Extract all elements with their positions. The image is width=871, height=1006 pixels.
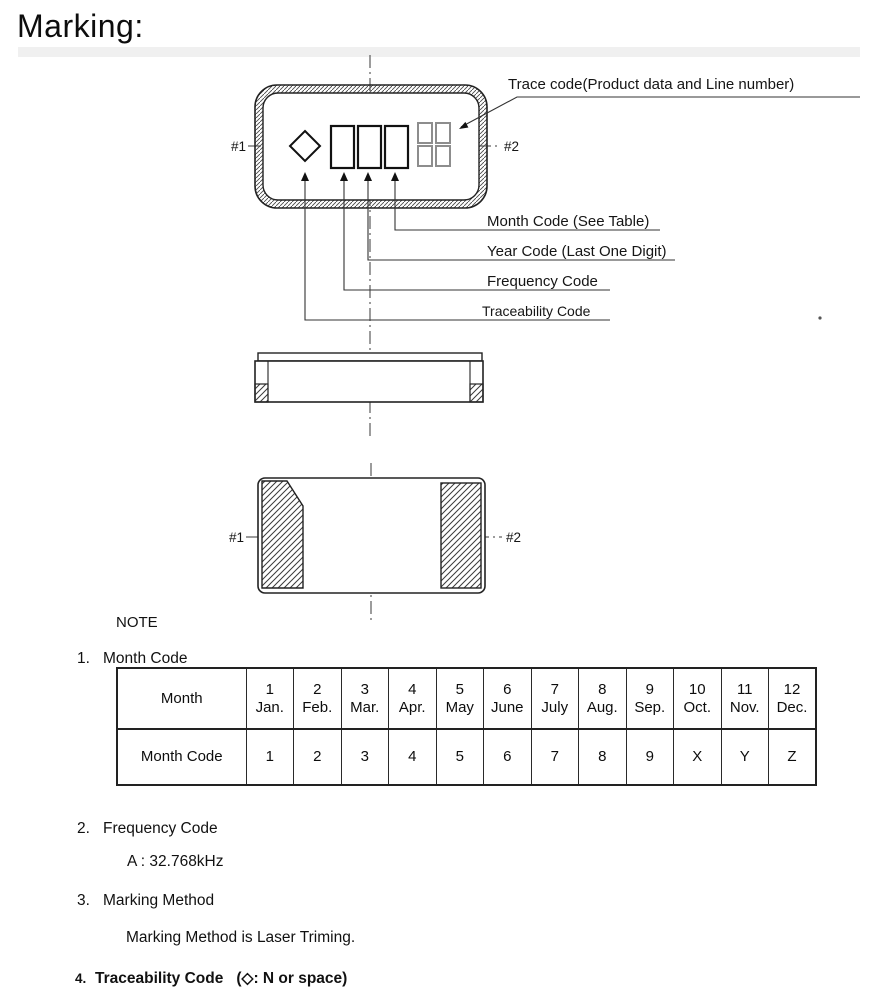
marking-diagram	[0, 50, 871, 632]
pin2-label-top-view: #2	[504, 139, 520, 154]
month-code-cell: X	[674, 729, 722, 785]
month-header-cell: 9 Sep.	[626, 668, 674, 729]
month-header-cell: 1 Jan.	[246, 668, 294, 729]
note-item-4	[75, 970, 347, 988]
month-code-cell: 3	[341, 729, 389, 785]
month-row-header: Month	[117, 668, 246, 729]
trace-code-label: Trace code(Product data and Line number)	[508, 76, 795, 93]
month-header-cell: 10 Oct.	[674, 668, 722, 729]
traceability-code-callout-label: Traceability Code	[482, 303, 591, 319]
note-heading: NOTE	[116, 614, 158, 631]
month-code-cell: 2	[294, 729, 342, 785]
note-item-4-number: 4.	[75, 971, 87, 986]
month-code-cell: 8	[579, 729, 627, 785]
bottom-pad-2	[441, 483, 481, 588]
side-pad-left	[255, 384, 268, 402]
month-table-code-row	[117, 729, 816, 785]
month-header-cell: 7 July	[531, 668, 579, 729]
note-item-2-title: Frequency Code	[103, 820, 218, 837]
note-item-3-title: Marking Method	[103, 892, 215, 909]
month-code-row-header: Month Code	[117, 729, 246, 785]
bottom-pad-1	[262, 481, 303, 588]
note-item-1-title: Month Code	[103, 650, 188, 667]
side-view-lid	[258, 353, 482, 361]
note-item-2	[77, 820, 218, 838]
month-header-cell: 5 May	[436, 668, 484, 729]
month-code-table	[116, 667, 817, 786]
note-item-1	[77, 650, 187, 668]
side-view-drawing	[255, 353, 483, 402]
page-title: Marking:	[17, 8, 144, 44]
month-header-cell: 8 Aug.	[579, 668, 627, 729]
month-header-cell: 2 Feb.	[294, 668, 342, 729]
pin1-label-bottom-view: #1	[228, 530, 244, 545]
traceability-code-detail: (◇: N or space)	[236, 970, 348, 987]
trace-code-leader-line	[461, 97, 860, 127]
month-code-cell: 5	[436, 729, 484, 785]
month-header-cell: 6 June	[484, 668, 532, 729]
month-table-header-row	[117, 668, 816, 729]
month-code-cell: Y	[721, 729, 769, 785]
month-code-callout-label: Month Code (See Table)	[487, 213, 650, 230]
note-item-1-number: 1.	[77, 650, 90, 667]
note-item-2-number: 2.	[77, 820, 90, 837]
note-item-3-number: 3.	[77, 892, 90, 909]
pin1-label-top-view: #1	[230, 139, 246, 154]
month-header-cell: 4 Apr.	[389, 668, 437, 729]
note-item-4-title: Traceability Code	[95, 970, 224, 987]
frequency-code-callout-label: Frequency Code	[487, 273, 598, 290]
scan-dot-artifact	[818, 316, 821, 319]
note-item-3	[77, 892, 214, 910]
month-code-cell: Z	[769, 729, 817, 785]
year-code-callout-label: Year Code (Last One Digit)	[487, 243, 667, 260]
side-view-body	[255, 361, 483, 402]
bottom-view-drawing	[229, 463, 521, 620]
month-header-cell: 3 Mar.	[341, 668, 389, 729]
month-header-cell: 12 Dec.	[769, 668, 817, 729]
month-code-cell: 1	[246, 729, 294, 785]
month-header-cell: 11 Nov.	[721, 668, 769, 729]
pin2-label-bottom-view: #2	[506, 530, 522, 545]
frequency-code-detail: A : 32.768kHz	[127, 853, 224, 870]
marking-method-detail: Marking Method is Laser Triming.	[126, 929, 356, 946]
month-code-cell: 7	[531, 729, 579, 785]
side-pad-right	[470, 384, 483, 402]
month-code-cell: 6	[484, 729, 532, 785]
month-code-cell: 4	[389, 729, 437, 785]
month-code-cell: 9	[626, 729, 674, 785]
